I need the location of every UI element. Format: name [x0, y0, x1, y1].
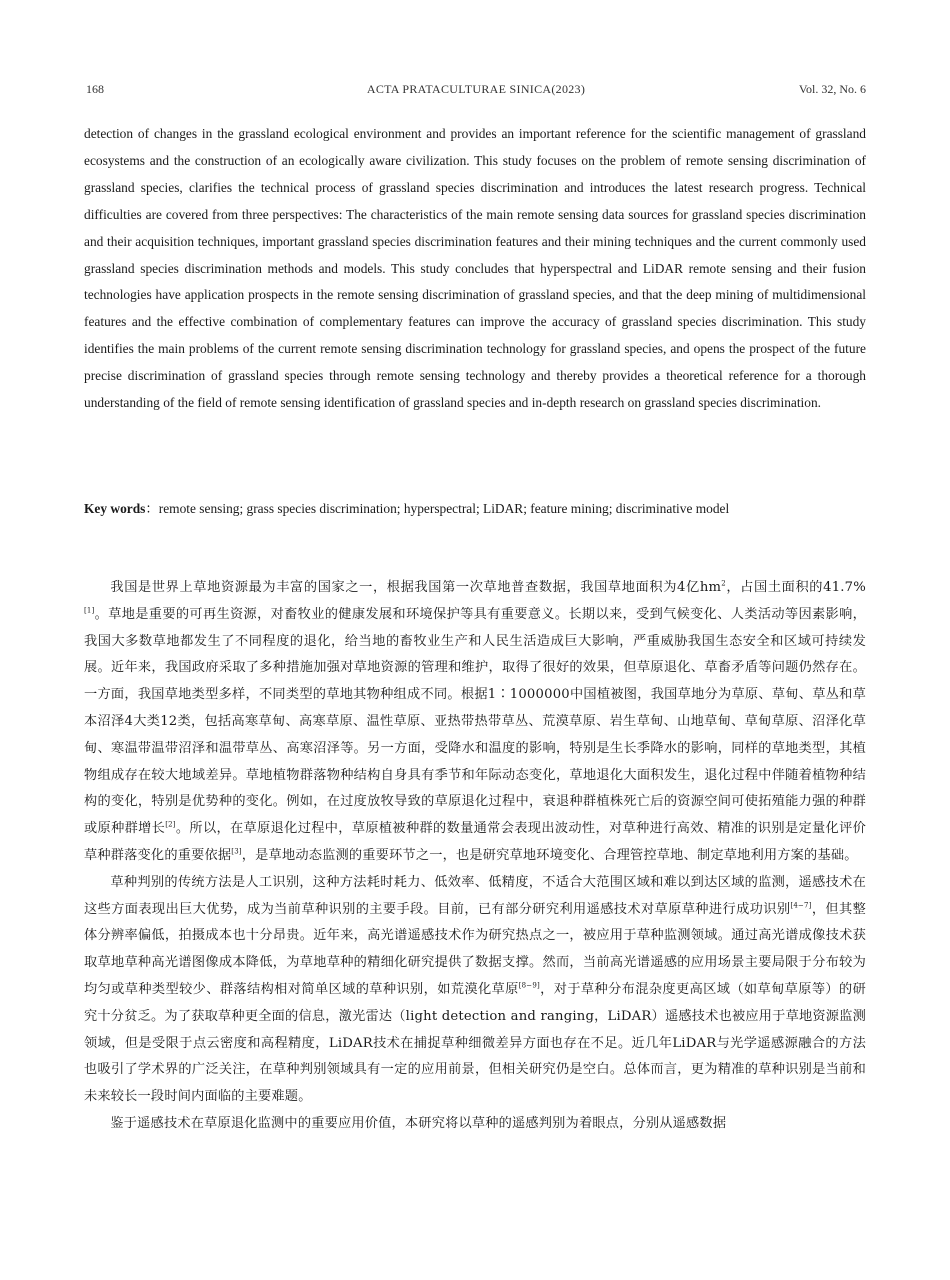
keywords — [84, 496, 866, 523]
keywords-list: ：remote sensing; grass species discrimination; hyperspectral; LiDAR; feature mining; discriminative model — [145, 501, 730, 516]
running-header — [86, 82, 866, 98]
text-run: 草种判别的传统方法是人工识别，这种方法耗时耗力、低效率、低精度，不适合大范围区域和难以到达区域的监测，遥感技术在这些方面表现出巨大优势，成为当前草种识别的主要手段。目前，已有部分研究利用遥感技术对草原草种进行成功识别 — [84, 874, 866, 917]
paragraph-1 — [84, 575, 866, 870]
text-run: ，是草地动态监测的重要环节之一，也是研究草地环境变化、合理管控草地、制定草地利用方案的基础。 — [241, 847, 858, 863]
text-run: 。所以，在草原退化过程中，草原植被种群的数量通常会表现出波动性，对草种进行高效、精准的识别是定量化评价草种群落变化的重要依据 — [84, 821, 866, 863]
citation: [8−9] — [518, 981, 540, 990]
text-run: ，但其整体分辨率偏低，拍摄成本也十分昂贵。近年来，高光谱遥感技术作为研究热点之一，被应用于草种监测领域。通过高光谱成像技术获取草地草种高光谱图像成本降低，为草地草种的精细化研究提供了数据支撑。然而，当前高光谱遥感的应用场景主要局限于分布较为均匀或草种类型较少、群落结构相对简单区域的草种识别，如荒漠化草原 — [84, 901, 866, 997]
text-run: ，对于草种分布混杂度更高区域（如草甸草原等）的研究十分贫乏。为了获取草种更全面的信息，激光雷达（light detection and ranging，LiDAR）遥感技术也被应用于草地资源监测领域，但是受限于点云密度和高程精度，LiDAR技术在捕捉草种细微差异方面也存在不足。近几年LiDAR与光学遥感源融合的方法也吸引了学术界的广泛关注，在草种判别领域具有一定的应用前景，但相关研究仍是空白。总体而言，更为精准的草种识别是当前和未来较长一段时间内面临的主要难题。 — [84, 981, 866, 1105]
text-run: 我国是世界上草地资源最为丰富的国家之一，根据我国第一次草地普查数据，我国草地面积为4亿hm — [110, 580, 722, 595]
keywords-label: Key words — [84, 501, 146, 516]
volume-issue: Vol. 32, No. 6 — [798, 82, 866, 96]
paragraph-3: 鉴于遥感技术在草原退化监测中的重要应用价值，本研究将以草种的遥感判别为着眼点，分别从遥感数据 — [110, 1115, 727, 1131]
superscript: 2 — [721, 579, 726, 588]
citation: [1] — [84, 606, 95, 615]
text-run: 。草地是重要的可再生资源，对畜牧业的健康发展和环境保护等具有重要意义。长期以来，受到气候变化、人类活动等因素影响，我国大多数草地都发生了不同程度的退化，给当地的畜牧业生产和人民生活造成巨大影响，严重威胁我国生态安全和区域可持续发展。近年来，我国政府采取了多种措施加强对草地资源的管理和维护，取得了很好的效果，但草原退化、草畜矛盾等问题仍然存在。一方面，我国草地类型多样，不同类型的草地其物种组成不同。根据1∶1000000中国植被图，我国草地分为草原、草甸、草丛和草本沼泽4大类12类，包括高寒草甸、高寒草原、温性草原、亚热带热带草丛、荒漠草原、岩生草甸、山地草甸、草甸草原、沼泽化草甸、寒温带温带沼泽和温带草丛、高寒沼泽等。另一方面，受降水和温度的影响，特别是生长季降水的影响，同样的草地类型，其植物组成存在较大地域差异。草地植物群落物种结构自身具有季节和年际动态变化，草地退化大面积发生，退化过程中伴随着植物种结构的变化，特别是优势种的变化。例如，在过度放牧导致的草原退化过程中，衰退种群植株死亡后的资源空间可使拓殖能力强的种群或原种群增长 — [84, 606, 866, 837]
text-run: ，占国土面积的41.7% — [725, 580, 866, 595]
citation: [4−7] — [790, 901, 812, 910]
citation: [3] — [231, 847, 242, 856]
paragraph-2 — [84, 870, 866, 1111]
body-text — [84, 575, 866, 1138]
page-number: 168 — [86, 82, 104, 96]
abstract-text: detection of changes in the grassland ecological environment and provides an important reference for the scientific management of grassland ecosystems and the construction of an ecologically aware civilization. This study focuses on the problem of remote sensing discrimination of grassland species, clarifies the technical process of grassland species discrimination and introduces the latest research progress. Technical difficulties are covered from three perspectives: The characteristics of the main remote sensing data sources for grassland species discrimination and their acquisition techniques, important grassland species discrimination features and their mining techniques and the current commonly used grassland species discrimination methods and models. This study concludes that hyperspectral and LiDAR remote sensing and their fusion technologies have application prospects in the remote sensing discrimination of grassland species, and that the deep mining of multidimensional features and the effective combination of complementary features can improve the accuracy of grassland species discrimination. This study identifies the main problems of the current remote sensing discrimination technology for grassland species, and opens the prospect of the future precise discrimination of grassland species through remote sensing technology and thereby provides a theoretical reference for a thorough understanding of the field of remote sensing identification of grassland species and in-depth research on grassland species discrimination. — [84, 126, 866, 411]
journal-title: ACTA PRATACULTURAE SINICA(2023) — [366, 82, 586, 96]
citation: [2] — [165, 820, 176, 829]
